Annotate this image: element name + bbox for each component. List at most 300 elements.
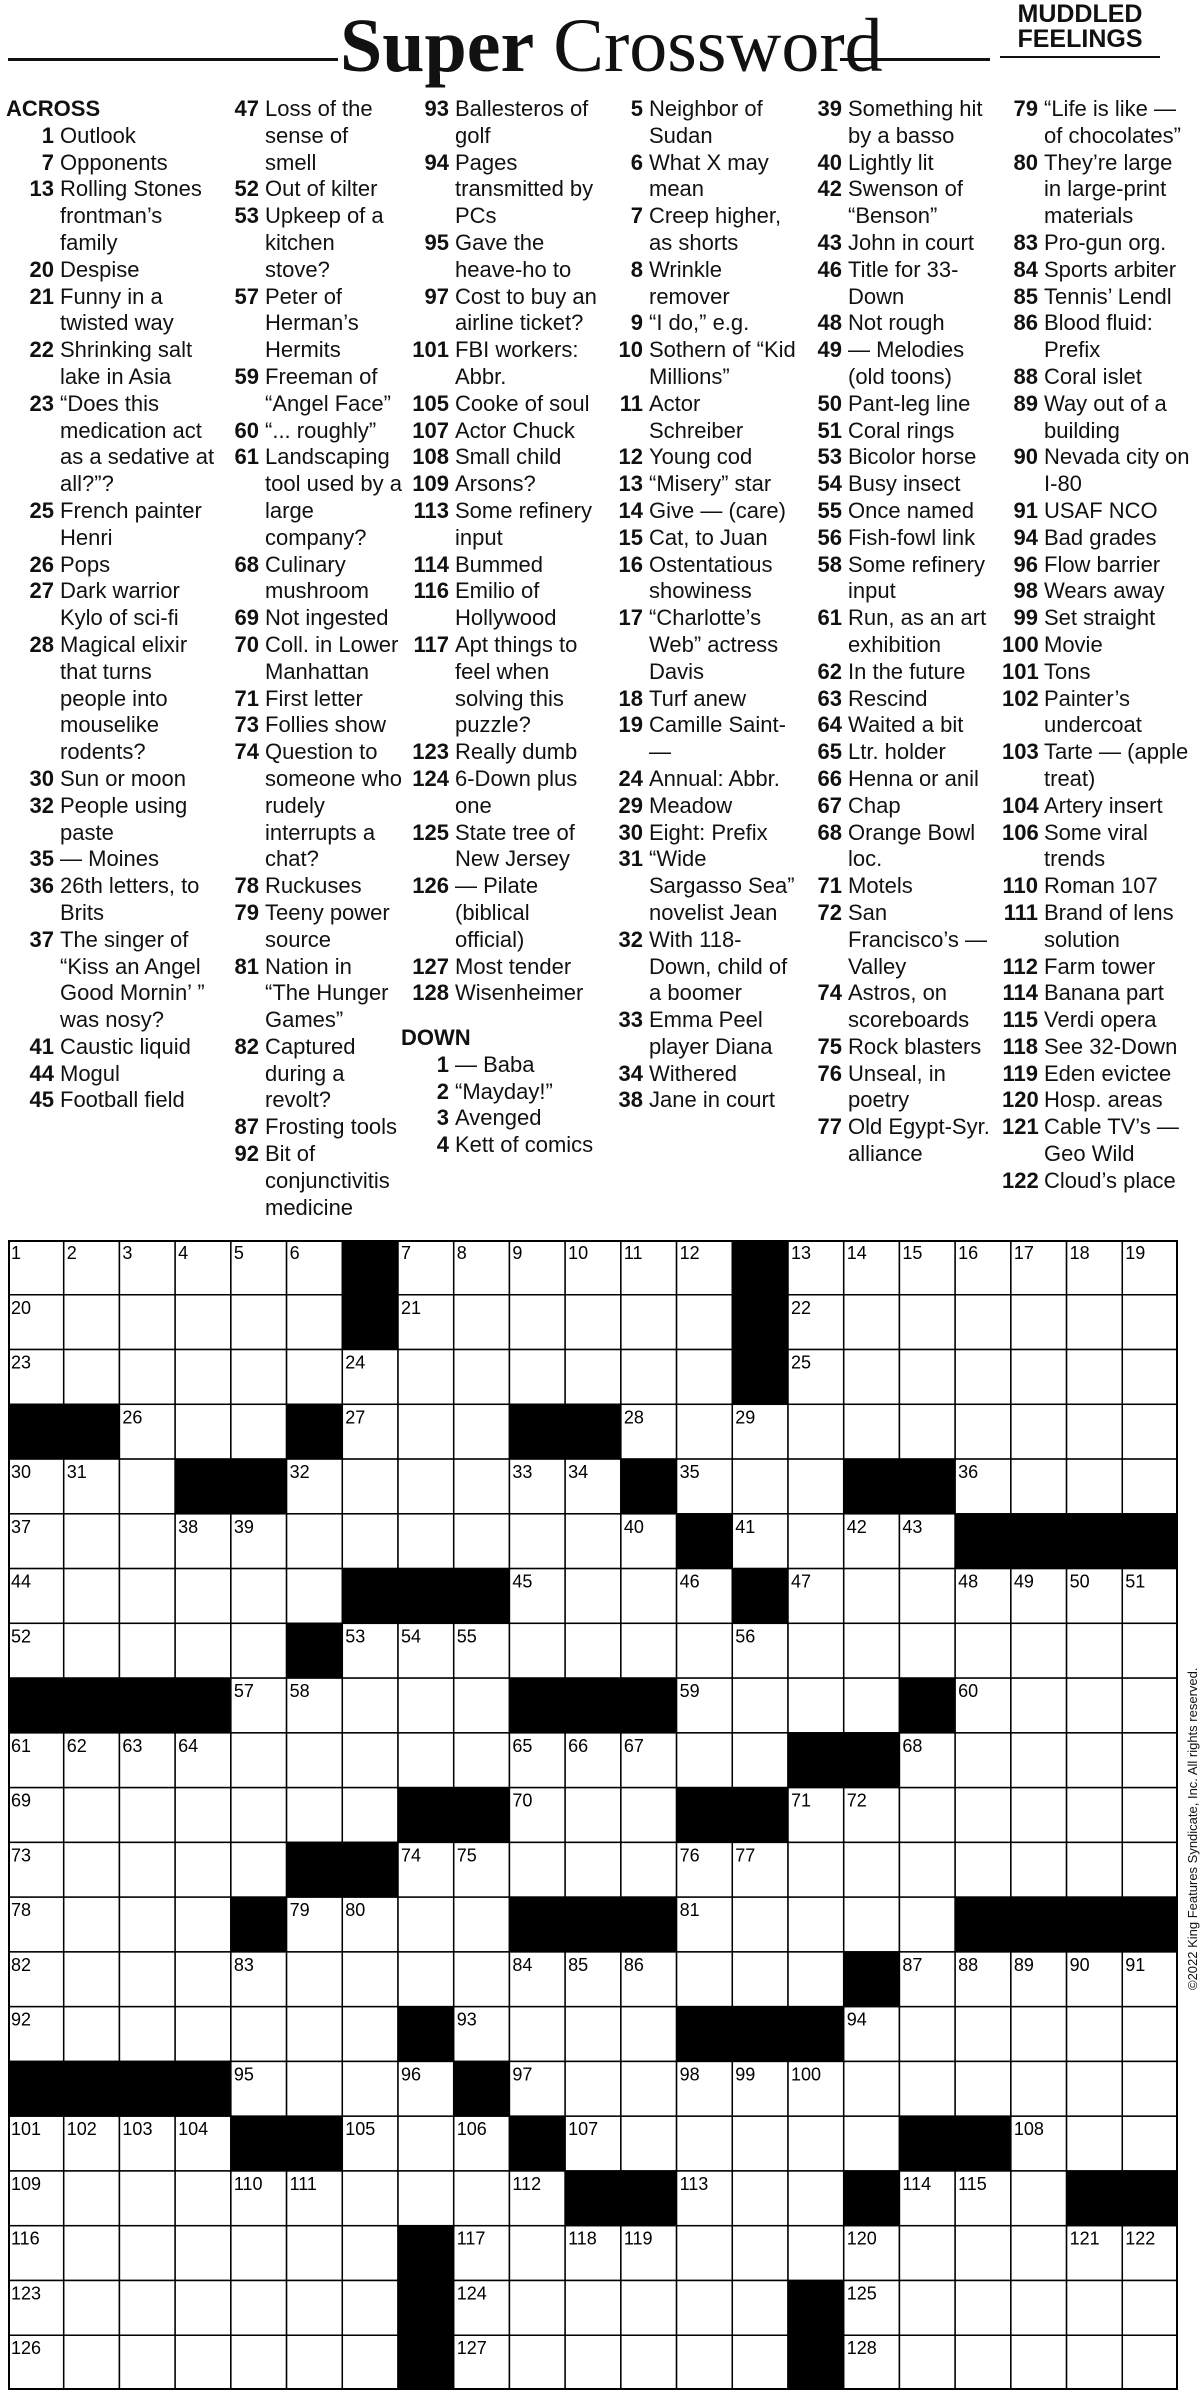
grid-cell[interactable]	[844, 1897, 900, 1952]
grid-cell[interactable]	[231, 1350, 287, 1405]
grid-cell[interactable]	[1067, 1350, 1123, 1405]
grid-cell[interactable]	[119, 1569, 175, 1624]
clue-item[interactable]	[223, 873, 403, 900]
grid-cell[interactable]	[955, 2280, 1011, 2335]
grid-cell[interactable]	[231, 1569, 287, 1624]
clue-item[interactable]	[401, 1132, 601, 1159]
grid-cell[interactable]	[1122, 1404, 1178, 1459]
grid-cell[interactable]	[454, 1350, 510, 1405]
clue-item[interactable]	[1002, 820, 1192, 874]
grid-cell[interactable]	[1011, 1350, 1067, 1405]
grid-cell[interactable]	[342, 1678, 398, 1733]
grid-cell[interactable]	[119, 2280, 175, 2335]
grid-cell[interactable]	[899, 1569, 955, 1624]
grid-cell[interactable]	[677, 2280, 733, 2335]
grid-cell[interactable]	[677, 1733, 733, 1788]
clue-item[interactable]	[607, 766, 799, 793]
clue-item[interactable]	[607, 820, 799, 847]
clue-item[interactable]	[1002, 96, 1192, 150]
clue-item[interactable]	[1002, 659, 1192, 686]
grid-cell[interactable]	[287, 2226, 343, 2281]
grid-cell[interactable]	[119, 2007, 175, 2062]
clue-item[interactable]	[401, 444, 601, 471]
grid-cell[interactable]	[231, 1623, 287, 1678]
grid-cell[interactable]	[1122, 1623, 1178, 1678]
grid-cell[interactable]	[899, 2061, 955, 2116]
clue-item[interactable]	[806, 659, 996, 686]
clue-item[interactable]	[806, 1061, 996, 1115]
grid-cell[interactable]	[844, 2061, 900, 2116]
grid-cell[interactable]	[1067, 2335, 1123, 2390]
clue-item[interactable]	[607, 391, 799, 445]
grid-cell[interactable]	[899, 2007, 955, 2062]
grid-cell[interactable]	[621, 2007, 677, 2062]
clue-item[interactable]	[223, 203, 403, 283]
grid-cell[interactable]	[64, 1514, 120, 1569]
clue-item[interactable]	[1002, 498, 1192, 525]
grid-cell[interactable]	[788, 1459, 844, 1514]
clue-item[interactable]	[806, 337, 996, 391]
clue-item[interactable]	[401, 873, 601, 953]
clue-item[interactable]	[1002, 954, 1192, 981]
grid-cell[interactable]	[398, 1733, 454, 1788]
grid-cell[interactable]	[1067, 2280, 1123, 2335]
grid-cell[interactable]	[565, 1842, 621, 1897]
grid-cell[interactable]	[1122, 2116, 1178, 2171]
grid-cell[interactable]	[899, 2280, 955, 2335]
grid-cell[interactable]	[175, 1788, 231, 1843]
grid-cell[interactable]	[342, 2335, 398, 2390]
grid-cell[interactable]	[677, 2335, 733, 2390]
grid-cell[interactable]	[287, 1569, 343, 1624]
clue-item[interactable]	[223, 632, 403, 686]
clue-item[interactable]	[1002, 900, 1192, 954]
grid-cell[interactable]	[287, 2280, 343, 2335]
clue-item[interactable]	[6, 176, 216, 256]
clue-item[interactable]	[1002, 1007, 1192, 1034]
grid-cell[interactable]	[565, 1788, 621, 1843]
grid-cell[interactable]	[119, 1897, 175, 1952]
clue-item[interactable]	[6, 766, 216, 793]
clue-item[interactable]	[6, 391, 216, 498]
grid-cell[interactable]	[788, 2226, 844, 2281]
grid-cell[interactable]	[1011, 1842, 1067, 1897]
clue-item[interactable]	[401, 954, 601, 981]
grid-cell[interactable]	[342, 2171, 398, 2226]
grid-cell[interactable]	[1011, 1788, 1067, 1843]
clue-item[interactable]	[1002, 444, 1192, 498]
grid-cell[interactable]	[119, 1459, 175, 1514]
grid-cell[interactable]	[509, 2226, 565, 2281]
grid-cell[interactable]	[955, 1295, 1011, 1350]
grid-cell[interactable]	[64, 1295, 120, 1350]
clue-item[interactable]	[806, 686, 996, 713]
grid-cell[interactable]	[621, 1623, 677, 1678]
clue-item[interactable]	[607, 310, 799, 337]
clue-item[interactable]	[806, 793, 996, 820]
grid-cell[interactable]	[231, 1733, 287, 1788]
clue-item[interactable]	[806, 444, 996, 471]
clue-item[interactable]	[1002, 1168, 1192, 1195]
grid-cell[interactable]	[231, 2335, 287, 2390]
grid-cell[interactable]	[64, 1788, 120, 1843]
clue-item[interactable]	[806, 525, 996, 552]
clue-item[interactable]	[401, 471, 601, 498]
grid-cell[interactable]	[64, 2280, 120, 2335]
grid-cell[interactable]	[509, 1350, 565, 1405]
grid-cell[interactable]	[1011, 1733, 1067, 1788]
clue-item[interactable]	[607, 525, 799, 552]
grid-cell[interactable]	[1011, 1623, 1067, 1678]
grid-cell[interactable]	[565, 2335, 621, 2390]
clue-item[interactable]	[1002, 284, 1192, 311]
grid-cell[interactable]	[398, 2116, 454, 2171]
grid-cell[interactable]	[342, 1514, 398, 1569]
grid-cell[interactable]	[509, 1514, 565, 1569]
clue-item[interactable]	[1002, 1061, 1192, 1088]
grid-cell[interactable]	[64, 1350, 120, 1405]
grid-cell[interactable]	[454, 1733, 510, 1788]
clue-item[interactable]	[607, 498, 799, 525]
grid-cell[interactable]	[1122, 1459, 1178, 1514]
clue-item[interactable]	[401, 632, 601, 739]
grid-cell[interactable]	[899, 1623, 955, 1678]
grid-cell[interactable]	[732, 1678, 788, 1733]
grid-cell[interactable]	[1067, 1678, 1123, 1733]
grid-cell[interactable]	[1122, 1733, 1178, 1788]
clue-item[interactable]	[6, 257, 216, 284]
grid-cell[interactable]	[342, 1733, 398, 1788]
clue-item[interactable]	[223, 900, 403, 954]
clue-item[interactable]	[607, 927, 799, 1007]
grid-cell[interactable]	[175, 1897, 231, 1952]
grid-cell[interactable]	[955, 1733, 1011, 1788]
grid-cell[interactable]	[955, 2061, 1011, 2116]
grid-cell[interactable]	[231, 1404, 287, 1459]
grid-cell[interactable]	[955, 1842, 1011, 1897]
grid-cell[interactable]	[844, 1350, 900, 1405]
grid-cell[interactable]	[342, 2226, 398, 2281]
grid-cell[interactable]	[565, 2007, 621, 2062]
grid-cell[interactable]	[732, 1952, 788, 2007]
grid-cell[interactable]	[231, 1842, 287, 1897]
clue-item[interactable]	[401, 578, 601, 632]
grid-cell[interactable]	[1011, 2280, 1067, 2335]
grid-cell[interactable]	[621, 1569, 677, 1624]
grid-cell[interactable]	[621, 2280, 677, 2335]
grid-cell[interactable]	[677, 1350, 733, 1405]
grid-cell[interactable]	[454, 1404, 510, 1459]
clue-item[interactable]	[607, 1061, 799, 1088]
grid-cell[interactable]	[64, 1897, 120, 1952]
grid-cell[interactable]	[565, 1350, 621, 1405]
grid-cell[interactable]	[677, 1295, 733, 1350]
grid-cell[interactable]	[732, 2335, 788, 2390]
grid-cell[interactable]	[454, 2171, 510, 2226]
clue-item[interactable]	[1002, 1087, 1192, 1114]
grid-cell[interactable]	[119, 1788, 175, 1843]
clue-item[interactable]	[806, 712, 996, 739]
grid-cell[interactable]	[565, 1623, 621, 1678]
grid-cell[interactable]	[231, 1788, 287, 1843]
clue-item[interactable]	[6, 498, 216, 552]
grid-cell[interactable]	[175, 1404, 231, 1459]
grid-cell[interactable]	[788, 1678, 844, 1733]
grid-cell[interactable]	[621, 1842, 677, 1897]
clue-item[interactable]	[806, 176, 996, 230]
clue-item[interactable]	[806, 391, 996, 418]
grid-cell[interactable]	[732, 1459, 788, 1514]
grid-cell[interactable]	[1122, 1842, 1178, 1897]
grid-cell[interactable]	[64, 1623, 120, 1678]
grid-cell[interactable]	[398, 1514, 454, 1569]
grid-cell[interactable]	[119, 2335, 175, 2390]
grid-cell[interactable]	[955, 2335, 1011, 2390]
grid-cell[interactable]	[621, 2061, 677, 2116]
clue-item[interactable]	[1002, 310, 1192, 364]
grid-cell[interactable]	[1067, 1404, 1123, 1459]
grid-cell[interactable]	[732, 2280, 788, 2335]
clue-item[interactable]	[806, 766, 996, 793]
clue-item[interactable]	[401, 284, 601, 338]
clue-item[interactable]	[607, 846, 799, 926]
clue-item[interactable]	[1002, 686, 1192, 740]
clue-item[interactable]	[6, 552, 216, 579]
grid-cell[interactable]	[175, 2226, 231, 2281]
grid-cell[interactable]	[955, 1350, 1011, 1405]
grid-cell[interactable]	[899, 2335, 955, 2390]
grid-cell[interactable]	[231, 1295, 287, 1350]
grid-cell[interactable]	[175, 1623, 231, 1678]
grid-cell[interactable]	[287, 1514, 343, 1569]
grid-cell[interactable]	[398, 2171, 454, 2226]
grid-cell[interactable]	[565, 2061, 621, 2116]
grid-cell[interactable]	[119, 1350, 175, 1405]
clue-item[interactable]	[223, 284, 403, 364]
grid-cell[interactable]	[342, 2007, 398, 2062]
clue-item[interactable]	[806, 471, 996, 498]
clue-item[interactable]	[401, 1079, 601, 1106]
clue-item[interactable]	[1002, 1034, 1192, 1061]
grid-cell[interactable]	[899, 1404, 955, 1459]
grid-cell[interactable]	[732, 2116, 788, 2171]
grid-cell[interactable]	[1067, 1842, 1123, 1897]
grid-cell[interactable]	[899, 1295, 955, 1350]
grid-cell[interactable]	[175, 1350, 231, 1405]
clue-item[interactable]	[806, 980, 996, 1034]
grid-cell[interactable]	[955, 1788, 1011, 1843]
grid-cell[interactable]	[955, 2226, 1011, 2281]
grid-cell[interactable]	[342, 1788, 398, 1843]
grid-cell[interactable]	[1011, 1459, 1067, 1514]
clue-item[interactable]	[401, 1052, 601, 1079]
grid-cell[interactable]	[1122, 1350, 1178, 1405]
clue-item[interactable]	[1002, 552, 1192, 579]
grid-cell[interactable]	[175, 1295, 231, 1350]
clue-item[interactable]	[1002, 364, 1192, 391]
clue-item[interactable]	[6, 927, 216, 1034]
clue-item[interactable]	[6, 578, 216, 632]
clue-item[interactable]	[806, 310, 996, 337]
grid-cell[interactable]	[231, 2280, 287, 2335]
clue-item[interactable]	[1002, 1114, 1192, 1168]
grid-cell[interactable]	[955, 1623, 1011, 1678]
clue-item[interactable]	[1002, 980, 1192, 1007]
grid-cell[interactable]	[1011, 1295, 1067, 1350]
grid-cell[interactable]	[175, 2007, 231, 2062]
clue-item[interactable]	[1002, 578, 1192, 605]
grid-cell[interactable]	[621, 2335, 677, 2390]
clue-item[interactable]	[806, 552, 996, 606]
clue-item[interactable]	[607, 552, 799, 606]
grid-cell[interactable]	[1067, 2116, 1123, 2171]
clue-item[interactable]	[223, 739, 403, 873]
grid-cell[interactable]	[231, 2007, 287, 2062]
clue-item[interactable]	[6, 1061, 216, 1088]
clue-item[interactable]	[223, 686, 403, 713]
crossword-grid[interactable]	[8, 1240, 1178, 2390]
grid-cell[interactable]	[732, 1733, 788, 1788]
grid-cell[interactable]	[287, 2335, 343, 2390]
grid-cell[interactable]	[844, 1569, 900, 1624]
clue-item[interactable]	[607, 686, 799, 713]
clue-item[interactable]	[1002, 150, 1192, 230]
grid-cell[interactable]	[454, 1514, 510, 1569]
clue-item[interactable]	[6, 1034, 216, 1061]
clue-item[interactable]	[806, 1034, 996, 1061]
grid-cell[interactable]	[119, 1952, 175, 2007]
clue-item[interactable]	[223, 605, 403, 632]
clue-item[interactable]	[607, 712, 799, 766]
grid-cell[interactable]	[677, 2226, 733, 2281]
clue-item[interactable]	[401, 766, 601, 820]
clue-item[interactable]	[223, 444, 403, 551]
clue-item[interactable]	[6, 284, 216, 338]
grid-cell[interactable]	[1122, 1295, 1178, 1350]
grid-cell[interactable]	[454, 1295, 510, 1350]
clue-item[interactable]	[6, 1087, 216, 1114]
grid-cell[interactable]	[1011, 1404, 1067, 1459]
grid-cell[interactable]	[677, 1952, 733, 2007]
clue-item[interactable]	[607, 150, 799, 204]
grid-cell[interactable]	[454, 1897, 510, 1952]
clue-item[interactable]	[607, 337, 799, 391]
grid-cell[interactable]	[677, 1404, 733, 1459]
clue-item[interactable]	[401, 980, 601, 1007]
clue-item[interactable]	[401, 96, 601, 150]
grid-cell[interactable]	[509, 2280, 565, 2335]
grid-cell[interactable]	[899, 1842, 955, 1897]
grid-cell[interactable]	[899, 1897, 955, 1952]
clue-item[interactable]	[401, 552, 601, 579]
grid-cell[interactable]	[788, 1514, 844, 1569]
clue-item[interactable]	[607, 96, 799, 150]
grid-cell[interactable]	[788, 2116, 844, 2171]
clue-item[interactable]	[223, 418, 403, 445]
grid-cell[interactable]	[509, 2007, 565, 2062]
grid-cell[interactable]	[1011, 2171, 1067, 2226]
grid-cell[interactable]	[1011, 2335, 1067, 2390]
grid-cell[interactable]	[64, 2226, 120, 2281]
grid-cell[interactable]	[565, 1295, 621, 1350]
grid-cell[interactable]	[677, 2116, 733, 2171]
grid-cell[interactable]	[565, 2280, 621, 2335]
clue-item[interactable]	[223, 364, 403, 418]
grid-cell[interactable]	[64, 1569, 120, 1624]
grid-cell[interactable]	[899, 1350, 955, 1405]
grid-cell[interactable]	[1011, 1678, 1067, 1733]
grid-cell[interactable]	[287, 2061, 343, 2116]
clue-item[interactable]	[401, 498, 601, 552]
grid-cell[interactable]	[1067, 1623, 1123, 1678]
clue-item[interactable]	[223, 1114, 403, 1141]
grid-cell[interactable]	[64, 2171, 120, 2226]
grid-cell[interactable]	[1067, 1733, 1123, 1788]
grid-cell[interactable]	[621, 2116, 677, 2171]
clue-item[interactable]	[223, 954, 403, 1034]
clue-item[interactable]	[1002, 230, 1192, 257]
grid-cell[interactable]	[342, 2280, 398, 2335]
clue-item[interactable]	[1002, 257, 1192, 284]
clue-item[interactable]	[223, 552, 403, 606]
grid-cell[interactable]	[1122, 1678, 1178, 1733]
grid-cell[interactable]	[1067, 2061, 1123, 2116]
clue-item[interactable]	[401, 391, 601, 418]
grid-cell[interactable]	[175, 1952, 231, 2007]
clue-item[interactable]	[6, 123, 216, 150]
grid-cell[interactable]	[899, 1788, 955, 1843]
grid-cell[interactable]	[955, 1404, 1011, 1459]
grid-cell[interactable]	[509, 1623, 565, 1678]
grid-cell[interactable]	[231, 2226, 287, 2281]
grid-cell[interactable]	[844, 1295, 900, 1350]
grid-cell[interactable]	[342, 1952, 398, 2007]
grid-cell[interactable]	[1122, 2335, 1178, 2390]
clue-item[interactable]	[6, 873, 216, 927]
grid-cell[interactable]	[509, 2335, 565, 2390]
clue-item[interactable]	[223, 1141, 403, 1221]
grid-cell[interactable]	[1067, 1295, 1123, 1350]
grid-cell[interactable]	[398, 1350, 454, 1405]
clue-item[interactable]	[401, 337, 601, 391]
grid-cell[interactable]	[287, 1350, 343, 1405]
grid-cell[interactable]	[788, 1952, 844, 2007]
grid-svg[interactable]	[8, 1240, 1178, 2390]
grid-cell[interactable]	[621, 1788, 677, 1843]
grid-cell[interactable]	[1122, 1788, 1178, 1843]
grid-cell[interactable]	[788, 1842, 844, 1897]
grid-cell[interactable]	[454, 1459, 510, 1514]
clue-item[interactable]	[401, 820, 601, 874]
grid-cell[interactable]	[342, 1459, 398, 1514]
grid-cell[interactable]	[732, 1897, 788, 1952]
clue-item[interactable]	[806, 230, 996, 257]
clue-item[interactable]	[607, 471, 799, 498]
clue-item[interactable]	[1002, 793, 1192, 820]
clue-item[interactable]	[806, 96, 996, 150]
grid-cell[interactable]	[732, 2171, 788, 2226]
clue-item[interactable]	[1002, 739, 1192, 793]
clue-item[interactable]	[6, 793, 216, 847]
clue-item[interactable]	[6, 846, 216, 873]
grid-cell[interactable]	[899, 2226, 955, 2281]
grid-cell[interactable]	[621, 1350, 677, 1405]
clue-item[interactable]	[6, 632, 216, 766]
clue-item[interactable]	[607, 444, 799, 471]
clue-item[interactable]	[401, 1105, 601, 1132]
clue-item[interactable]	[806, 820, 996, 874]
clue-item[interactable]	[223, 96, 403, 176]
